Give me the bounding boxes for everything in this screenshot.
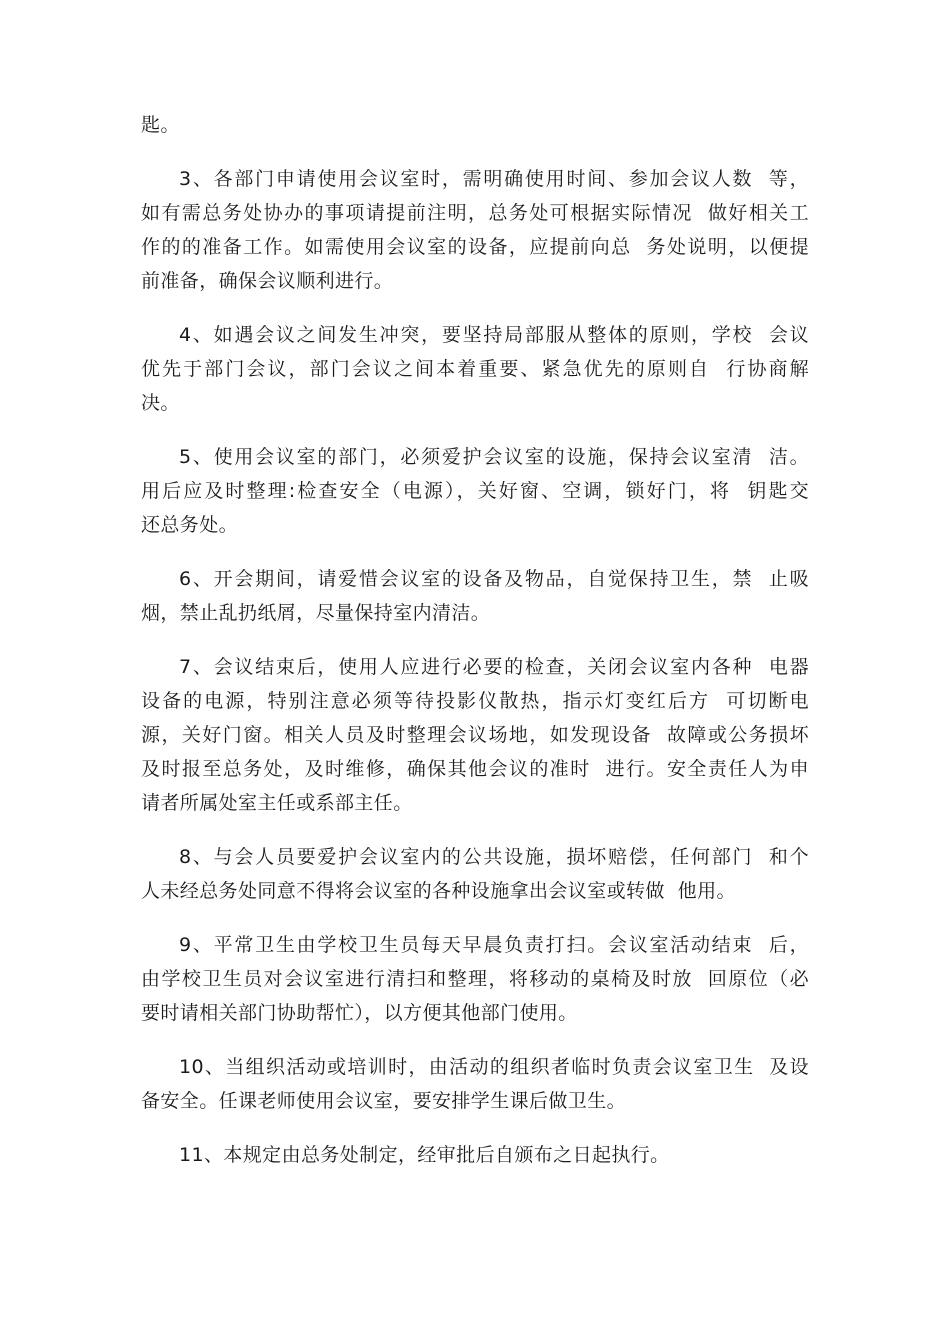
paragraph-item-3 [141, 162, 809, 298]
text-line: 3、各部门申请使用会议室时，需明确使用时间、参加会议人数 等， [179, 168, 809, 190]
text-line: 及时报至总务处，及时维修，确保其他会议的准时 进行。安全责任人为申 [141, 758, 809, 780]
text-line: 匙。 [141, 114, 180, 136]
document-body [141, 108, 809, 1192]
text-line: 由学校卫生员对会议室进行清扫和整理，将移动的桌椅及时放 回原位（必 [141, 968, 809, 990]
paragraph-item-9 [141, 928, 809, 1030]
text-line: 要时请相关部门协助帮忙），以方便其他部门使用。 [141, 1002, 578, 1024]
text-line: 如有需总务处协办的事项请提前注明，总务处可根据实际情况 做好相关工 [141, 202, 809, 224]
text-line: 5、使用会议室的部门，必须爱护会议室的设施，保持会议室清 洁。 [179, 446, 809, 468]
paragraph-item-4 [141, 318, 809, 420]
text-line: 6、开会期间，请爱惜会议室的设备及物品，自觉保持卫生，禁 止吸 [179, 568, 809, 590]
paragraph-item-5 [141, 440, 809, 542]
text-line: 10、当组织活动或培训时，由活动的组织者临时负责会议室卫生 及设 [179, 1056, 809, 1078]
text-line: 8、与会人员要爱护会议室内的公共设施，损坏赔偿，任何部门 和个 [179, 846, 809, 868]
text-line: 4、如遇会议之间发生冲突，要坚持局部服从整体的原则，学校 会议 [179, 324, 809, 346]
paragraph-item-8 [141, 840, 809, 908]
text-line: 决。 [141, 392, 180, 414]
text-line: 11、本规定由总务处制定，经审批后自颁布之日起执行。 [179, 1144, 670, 1166]
text-line: 设备的电源，特别注意必须等待投影仪散热，指示灯变红后方 可切断电 [141, 690, 809, 712]
paragraph-item-6 [141, 562, 809, 630]
text-line: 7、会议结束后，使用人应进行必要的检查，关闭会议室内各种 电器 [179, 656, 809, 678]
text-line: 人未经总务处同意不得将会议室的各种设施拿出会议室或转做 他用。 [141, 880, 736, 902]
text-line: 还总务处。 [141, 514, 239, 536]
paragraph-item-7 [141, 650, 809, 820]
text-line: 备安全。任课老师使用会议室，要安排学生课后做卫生。 [141, 1090, 627, 1112]
text-line: 请者所属处室主任或系部主任。 [141, 792, 413, 814]
paragraph-continuation [141, 108, 809, 142]
text-line: 作的的准备工作。如需使用会议室的设备，应提前向总 务处说明，以便提 [141, 236, 809, 258]
paragraph-item-10 [141, 1050, 809, 1118]
paragraph-item-11 [141, 1138, 809, 1172]
text-line: 9、平常卫生由学校卫生员每天早晨负责打扫。会议室活动结束 后， [179, 934, 809, 956]
text-line: 优先于部门会议，部门会议之间本着重要、紧急优先的原则自 行协商解 [141, 358, 809, 380]
text-line: 用后应及时整理:检查安全（电源），关好窗、空调，锁好门，将 钥匙交 [141, 480, 809, 502]
text-line: 烟，禁止乱扔纸屑，尽量保持室内清洁。 [141, 602, 491, 624]
text-line: 源，关好门窗。相关人员及时整理会议场地，如发现设备 故障或公务损坏 [141, 724, 809, 746]
text-line: 前准备，确保会议顺利进行。 [141, 270, 394, 292]
